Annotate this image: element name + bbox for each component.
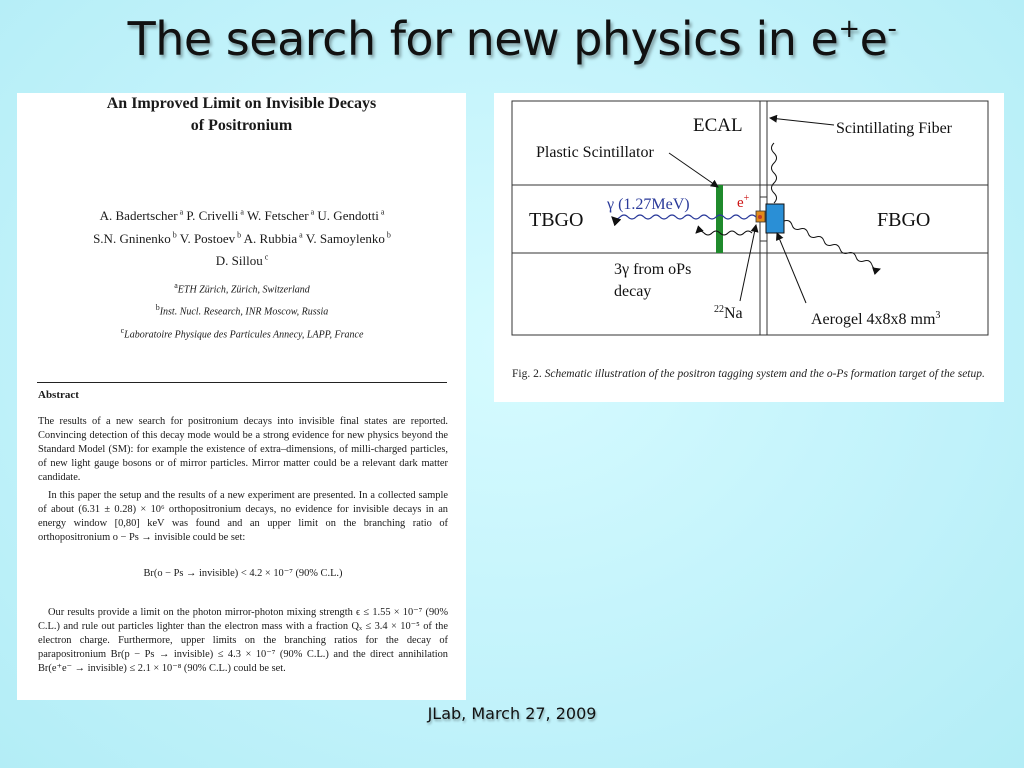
three-gamma-label-1: 3γ from oPs (614, 261, 692, 278)
abstract-heading: Abstract (38, 389, 79, 401)
aerogel-target (766, 204, 784, 233)
abstract-paragraph-2: In this paper the setup and the results of a new experiment are presented. In a collected sample of about (6.31 ± 0.28) × 10⁶ orthopositronium decays, no evidence for invisible decays in an energy window [0,80] keV was found and an upper limit on the branching ratio of orthopositronium o − Ps → invisible could be set: (38, 490, 448, 543)
abstract-formula: Br(o − Ps → invisible) < 4.2 × 10⁻⁷ (90% C.L.) (143, 568, 343, 579)
plastic-scintillator (716, 185, 723, 253)
author: A. Badertscher $^a$ (99, 208, 184, 224)
aerogel-arrow (777, 233, 806, 303)
gamma-1-27-path (612, 215, 756, 219)
slide-footer: JLab, March 27, 2009 (427, 704, 597, 723)
author: S.N. Gninenko $^b$ (93, 230, 177, 246)
plastic-arrow (669, 153, 718, 187)
ecal-label: ECAL (693, 115, 743, 136)
paper-title-line: of Positronium (190, 117, 293, 134)
gamma-label: γ (1.27MeV) (607, 196, 690, 213)
abstract-paragraph-3: Our results provide a limit on the photon mirror-photon mixing strength ϵ ≤ 1.55 × 10⁻⁷ (90% C.L.) and rule out particles lighter than the electron mass with a fraction Qₓ ≤ 3.4 × 10⁻⁵ of the electron charge. Furthermore, upper limits on the branching ratios for the decay of parapositronium Br(p − Ps → invisible) ≤ 4.3 × 10⁻⁷ (90% C.L.) and the direct annihilation Br(e⁺e⁻ → invisible) ≤ 2.1 × 10⁻⁸ (90% C.L.) could be set. (38, 607, 448, 674)
paper-page (17, 93, 466, 700)
affiliation-list (37, 277, 447, 344)
eplus-label: e+ (737, 193, 750, 211)
gamma-down-path (696, 231, 752, 235)
three-gamma-label-2: decay (614, 283, 652, 300)
figure-caption: Fig. 2. Schematic illustration of the positron tagging system and the o-Ps formation target of the setup. (512, 368, 985, 380)
paper-title-line: An Improved Limit on Invisible Decays (106, 95, 377, 112)
fiber-arrow (770, 118, 834, 125)
author: A. Rubbia $^a$ (243, 230, 303, 246)
affiliation: $^c$Laboratoire Physique des Particules Annecy, LAPP, France (120, 325, 364, 340)
author: W. Fetscher $^a$ (246, 208, 315, 224)
slide-title: The search for new physics in e+e- (127, 12, 897, 66)
abstract-paragraph-1: The results of a new search for positronium decays into invisible final states are reported. Convincing detection of this decay mode would be a strong evidence for new physics beyond the Standard Model (SM): for example the existence of extra–dimensions, of milli-charged particles, of new light gauge bosons or of mirror particles. Mirror matter could be a relevant dark matter candidate. (38, 416, 448, 483)
fbgo-label: FBGO (877, 209, 931, 231)
na-arrow (740, 225, 756, 301)
author: V. Postoev $^b$ (179, 230, 242, 246)
setup-diagram (494, 93, 1004, 363)
author: U. Gendotti $^a$ (317, 208, 385, 224)
gamma-right-path (784, 221, 880, 270)
scint-fiber-label: Scintillating Fiber (836, 120, 952, 137)
author-list (37, 203, 447, 270)
tbgo-label: TBGO (529, 209, 584, 231)
gamma-up-path (772, 143, 777, 203)
abstract-rule (37, 382, 447, 383)
plastic-scint-label: Plastic Scintillator (536, 144, 654, 161)
author: D. Sillou $^c$ (215, 252, 269, 268)
author: V. Samoylenko $^b$ (305, 230, 391, 246)
affiliation: $^b$Inst. Nucl. Research, INR Moscow, Russia (155, 303, 329, 318)
aerogel-label: Aerogel 4x8x8 $mm^3$ (811, 310, 941, 328)
affiliation: $^a$ETH Zürich, Zürich, Switzerland (174, 281, 310, 296)
author: P. Crivelli $^a$ (186, 208, 244, 224)
figure-panel (494, 93, 1004, 402)
na-label: $^{22}$Na (714, 304, 743, 322)
